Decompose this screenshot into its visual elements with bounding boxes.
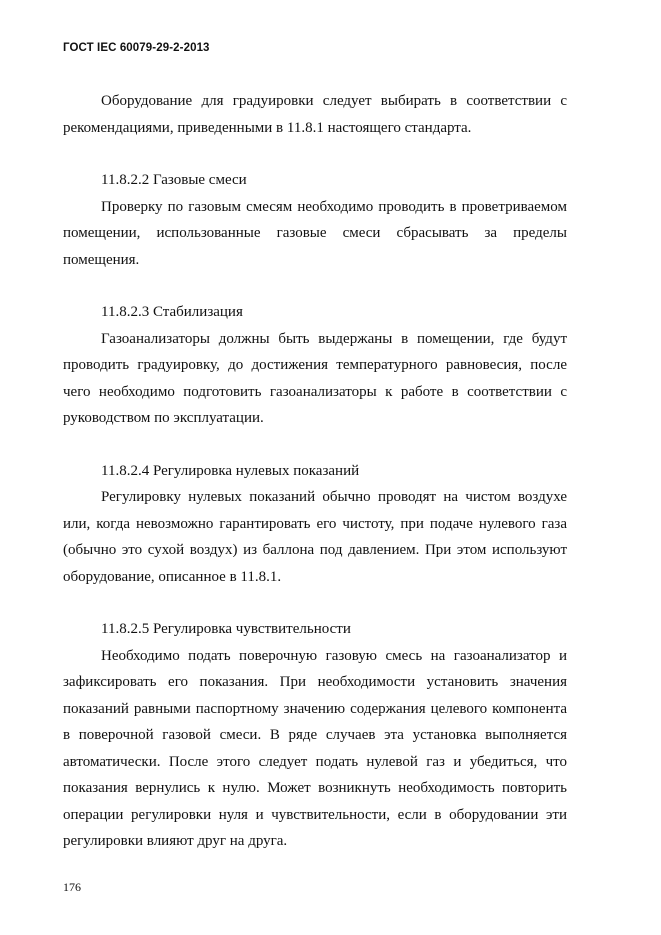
- intro-paragraph: Оборудование для градуировки следует выбирать в соответствии с рекомендациями, приведенными в 11.8.1 настоящего стандарта.: [63, 93, 567, 136]
- section-heading-stabilization: 11.8.2.3 Стабилизация: [101, 304, 243, 320]
- page-number: 176: [63, 880, 81, 894]
- section-heading-gas-mixtures: 11.8.2.2 Газовые смеси: [101, 172, 247, 188]
- section-heading-zero-adjustment: 11.8.2.4 Регулировка нулевых показаний: [101, 462, 360, 479]
- section-text-sensitivity-adjustment: Необходимо подать поверочную газовую смесь на газоанализатор и зафиксировать его показания. При необходимости установить значения показаний равными паспортному значению содержания целевого компонента в поверочной газовой смеси. В ряде случаев эта установка выполняется автоматически. После этого следует подать нулевой газ и убедиться, что показания вернулись к нулю. Может возникнуть необходимость повторить операции регулировки нуля и чувствительности, если в оборудовании эти регулировки влияют друг на друга.: [63, 647, 567, 849]
- document-body: [63, 88, 567, 855]
- document-header: ГОСТ IEC 60079-29-2-2013: [63, 42, 210, 54]
- section-text-stabilization: Газоанализаторы должны быть выдержаны в помещении, где будут проводить градуировку, до достижения температурного равновесия, после чего необходимо подготовить газоанализаторы к работе в соответствии с руководством по эксплуатации.: [63, 330, 567, 426]
- section-text-gas-mixtures: Проверку по газовым смесям необходимо проводить в проветриваемом помещении, использованные газовые смеси сбрасывать за пределы помещения.: [63, 198, 567, 268]
- section-heading-sensitivity-adjustment: 11.8.2.5 Регулировка чувствительности: [101, 621, 351, 637]
- section-spacer: [63, 273, 567, 299]
- section-spacer: [63, 141, 567, 167]
- section-spacer: [63, 432, 567, 458]
- section-spacer: [63, 590, 567, 616]
- section-text-zero-adjustment: Регулировку нулевых показаний обычно проводят на чистом воздухе или, когда невозможно гарантировать его чистоту, при подаче нулевого газа (обычно это сухой воздух) из баллона под давлением. При этом используют оборудование, описанное в 11.8.1.: [63, 489, 567, 585]
